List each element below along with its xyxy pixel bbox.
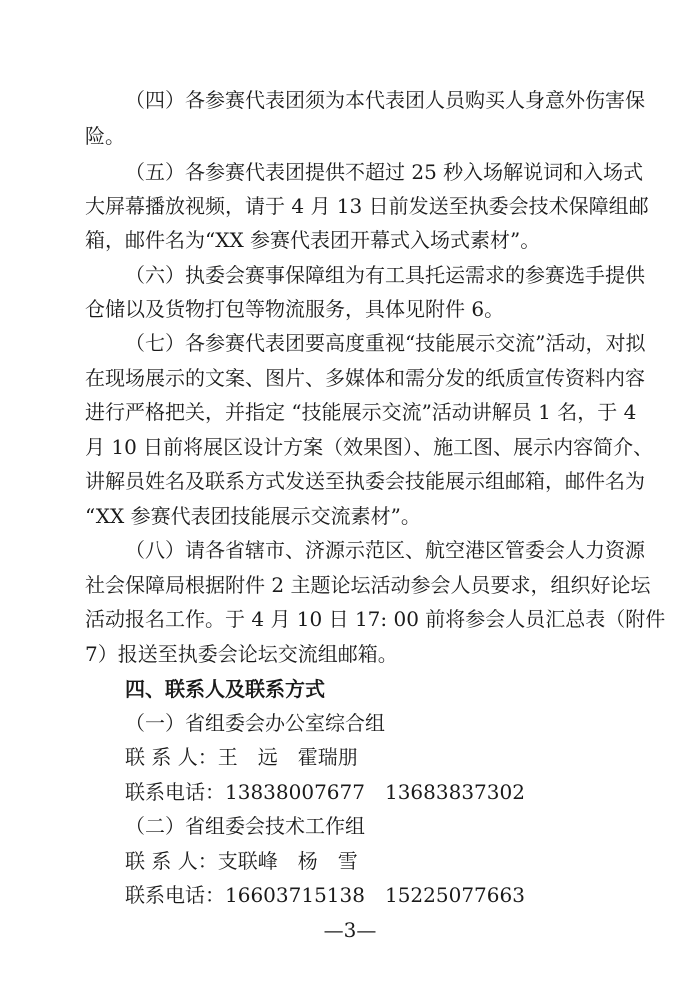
page-number: —3—: [323, 918, 377, 942]
paragraph-7-line-2: 在现场展示的文案、图片、多媒体和需分发的纸质宣传资料内容: [85, 366, 645, 390]
contact-person-label: 联 系 人：: [125, 745, 218, 769]
contact-phone-label: 联系电话：: [125, 883, 225, 907]
contact-person-names: 支联峰 杨 雪: [217, 849, 358, 873]
paragraph-7-line-1: （七）各参赛代表团要高度重视“技能展示交流”活动，对拟: [125, 331, 646, 355]
contact-person-label: 联 系 人：: [125, 849, 218, 873]
contact-group-2-phones: [125, 883, 525, 907]
contact-group-2-persons: [125, 849, 358, 873]
contact-group-1-persons: [125, 745, 358, 769]
paragraph-8-line-1: （八）请各省辖市、济源示范区、航空港区管委会人力资源: [125, 538, 645, 562]
paragraph-7-line-5: 讲解员姓名及联系方式发送至执委会技能展示组邮箱，邮件名为: [85, 469, 645, 493]
paragraph-8-line-4: 7）报送至执委会论坛交流组邮箱。: [85, 642, 398, 666]
contact-group-1-title: （一）省组委会办公室综合组: [125, 711, 385, 735]
contact-person-names: 王 远 霍瑞朋: [217, 745, 358, 769]
contact-phone-label: 联系电话：: [125, 780, 225, 804]
paragraph-6-line-2: 仓储以及货物打包等物流服务，具体见附件 6。: [85, 297, 505, 321]
paragraph-7-line-6: “XX 参赛代表团技能展示交流素材”。: [85, 504, 421, 528]
paragraph-7-line-4: 月 10 日前将展区设计方案（效果图）、施工图、展示内容简介、: [85, 435, 654, 459]
section-heading: 四、联系人及联系方式: [125, 677, 325, 701]
contact-group-1-phones: [125, 780, 525, 804]
contact-group-2-title: （二）省组委会技术工作组: [125, 814, 365, 838]
paragraph-5-line-1: （五）各参赛代表团提供不超过 25 秒入场解说词和入场式: [125, 160, 644, 184]
paragraph-8-line-2: 社会保障局根据附件 2 主题论坛活动参会人员要求，组织好论坛: [85, 573, 651, 597]
paragraph-4-line-1: （四）各参赛代表团须为本代表团人员购买人身意外伤害保: [125, 88, 645, 112]
paragraph-8-line-3: 活动报名工作。于 4 月 10 日 17: 00 前将参会人员汇总表（附件: [85, 607, 666, 631]
paragraph-4-line-2: 险。: [85, 124, 125, 148]
paragraph-7-line-3: 进行严格把关，并指定 “技能展示交流”活动讲解员 1 名，于 4: [85, 400, 637, 424]
paragraph-5-line-2: 大屏幕播放视频，请于 4 月 13 日前发送至执委会技术保障组邮: [85, 194, 649, 218]
contact-phone-numbers: 13838007677 13683837302: [225, 780, 525, 804]
paragraph-6-line-1: （六）执委会赛事保障组为有工具托运需求的参赛选手提供: [125, 263, 645, 287]
paragraph-5-line-3: 箱，邮件名为“XX 参赛代表团开幕式入场式素材”。: [85, 228, 541, 252]
contact-phone-numbers: 16603715138 15225077663: [225, 883, 525, 907]
